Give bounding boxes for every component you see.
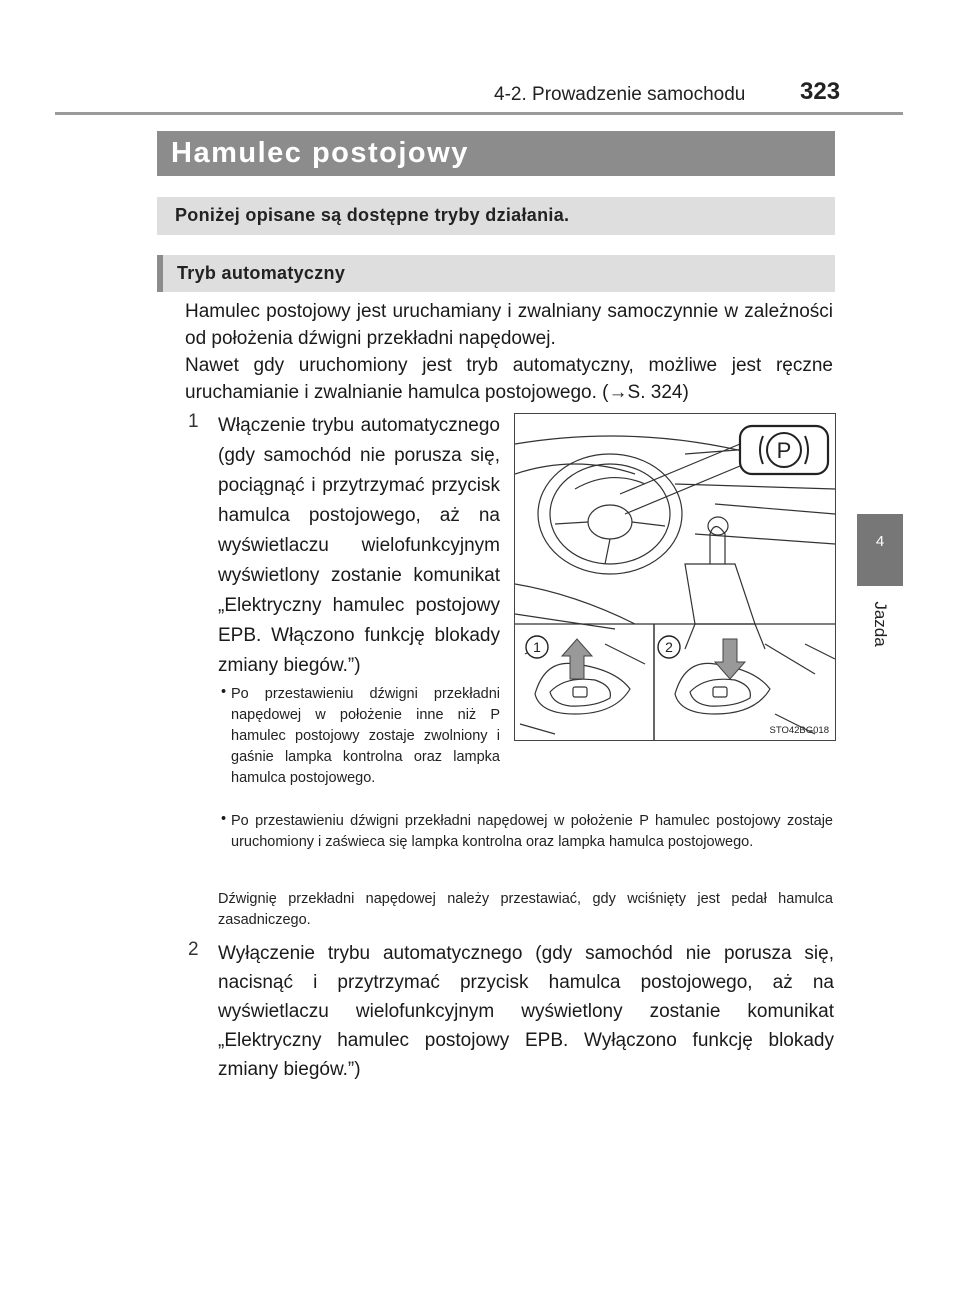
page-number: 323 [800,78,841,105]
step-number-1: 1 [188,411,199,432]
page-reference: S. 324) [627,382,689,403]
section-title: Hamulec postojowy [171,137,469,169]
subsection-title: Tryb automatyczny [177,263,346,283]
arrow-icon: → [608,382,628,403]
step-1-note: Dźwignię przekładni napędowej należy przestawiać, gdy wciśnięty jest pedał hamulca zasadniczego. [218,891,833,928]
bullet-icon: • [221,684,227,700]
figure-label-2: 2 [665,639,673,655]
header-rule [55,112,903,115]
step-1-bullet-2: Po przestawieniu dźwigni przekładni napędowej w położenie P hamulec postojowy zostaje uruchomiony i zaświeca się lampka kontrolna oraz lampka hamulca postojowego. [231,813,833,850]
paragraph-2-text: Nawet gdy uruchomiony jest tryb automatyczny, możliwe jest ręczne uruchamianie i zwalnianie hamulca postojowego. ( [185,355,833,403]
chapter-tab [857,514,903,586]
step-2-text: Wyłączenie trybu automatycznego (gdy samochód nie porusza się, nacisnąć i przytrzymać przycisk hamulca postojowego, aż na wyświetlaczu wielofunkcyjnym wyświetlony zostanie komunikat „Elektryczny hamulec postojowy EPB. Wyłączono funkcję blokady zmiany biegów.”) [218,943,834,1080]
bullet-icon: • [221,811,227,827]
chapter-label [857,594,903,654]
running-header-section: 4-2. Prowadzenie samochodu [494,84,746,105]
step-1-bullet-1: Po przestawieniu dźwigni przekładni napędowej w położenie inne niż P hamulec postojowy zostaje zwolniony i gaśnie lampka kontrolna oraz lampka hamulca postojowego. [231,686,500,786]
step-1-text: Włączenie trybu automatycznego (gdy samochód nie porusza się, pociągnąć i przytrzymać przycisk hamulca postojowego, aż na wyświetlaczu wielofunkcyjnym wyświetlony zostanie komunikat „Elektryczny hamulec postojowy EPB. Włączono funkcję blokady zmiany biegów.”) [218,415,500,676]
parking-brake-illustration [514,413,836,741]
subsection-bar [157,255,835,292]
chapter-number: 4 [875,533,885,550]
p-symbol: P [776,438,792,463]
intro-bar [157,197,835,235]
figure-label-1: 1 [533,639,541,655]
illustration-drawing [515,414,836,741]
paragraph-1: Hamulec postojowy jest uruchamiany i zwalniany samoczynnie w zależności od położenia dźwigni przekładni napędowej. [185,301,833,349]
intro-text: Poniżej opisane są dostępne tryby działania. [175,205,570,225]
section-title-bar [157,131,835,176]
figure-code: STO42BG018 [769,725,829,736]
chapter-label-text: Jazda [871,601,890,647]
step-number-2: 2 [188,939,199,960]
paragraph-2 [185,352,833,406]
